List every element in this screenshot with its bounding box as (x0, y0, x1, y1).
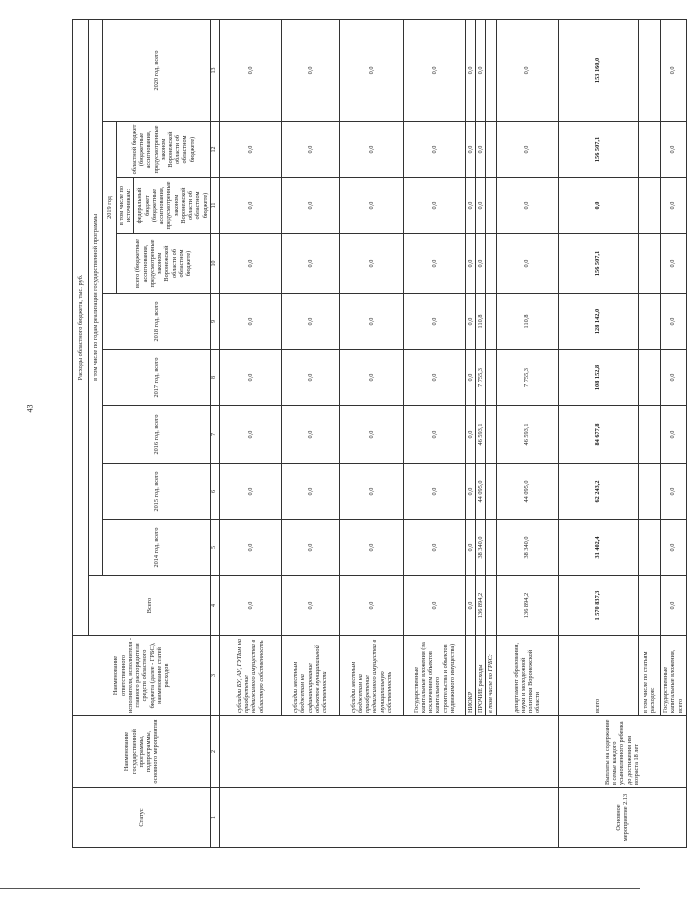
value-cell: 0,0 (281, 294, 339, 350)
value-cell: 0,0 (281, 350, 339, 406)
value-cell: 0,0 (339, 464, 403, 520)
value-cell: 0,0 (281, 122, 339, 178)
value-cell: 0,0 (339, 122, 403, 178)
row-label: Государственные капитальные вложения (за исключением объектов капитального строительства и объектов недвижимого имущества) (403, 636, 465, 716)
value-cell: 0,0 (339, 576, 403, 636)
row-label: НИОКР (465, 636, 475, 716)
row-label: в том числе по статьям расходов: (638, 636, 660, 716)
measure-status: Основное мероприятие 2.13 (558, 788, 686, 848)
value-cell: 46 593,1 (496, 406, 558, 464)
page-bottom-rule (0, 888, 640, 889)
value-cell: 0,0 (281, 234, 339, 294)
value-cell: 0,0 (339, 178, 403, 234)
value-cell: 62 243,2 (558, 464, 638, 520)
value-cell (486, 576, 496, 636)
header-2019: 2019 год (103, 122, 117, 294)
value-cell: 0,0 (219, 178, 281, 234)
value-cell: 0,0 (496, 178, 558, 234)
value-cell: 156 507,1 (558, 234, 638, 294)
column-number: 2 (210, 716, 219, 788)
header-2019-regional: областной бюджет (бюджетные ассигнования, предусмотренные законом Воронежской области об областном бюджете) (117, 122, 211, 178)
value-cell: 0,0 (281, 178, 339, 234)
value-cell: 0,0 (339, 234, 403, 294)
value-cell: 46 593,1 (476, 406, 486, 464)
value-cell (486, 464, 496, 520)
value-cell: 0,0 (403, 122, 465, 178)
value-cell: 38 340,0 (496, 520, 558, 576)
value-cell: 0,0 (496, 234, 558, 294)
value-cell: 110,8 (476, 294, 486, 350)
header-2018: 2018 год, всего (103, 294, 211, 350)
value-cell: 110,8 (496, 294, 558, 350)
value-cell (486, 234, 496, 294)
value-cell (486, 19, 496, 121)
value-cell: 7 755,3 (476, 350, 486, 406)
value-cell: 44 095,0 (496, 464, 558, 520)
value-cell: 0,0 (660, 464, 686, 520)
value-cell (486, 350, 496, 406)
value-cell: 0,0 (476, 178, 486, 234)
value-cell: 31 402,4 (558, 520, 638, 576)
value-cell: 0,0 (339, 350, 403, 406)
value-cell: 0,0 (465, 520, 475, 576)
value-cell: 0,0 (339, 294, 403, 350)
value-cell: 0,0 (465, 350, 475, 406)
column-number: 13 (210, 19, 219, 121)
column-number: 4 (210, 576, 219, 636)
header-2016: 2016 год, всего (103, 406, 211, 464)
header-by-sources: в том числе по источникам: (117, 178, 134, 233)
value-cell: 0,0 (403, 178, 465, 234)
value-cell: 153 160,0 (558, 19, 638, 121)
value-cell (638, 294, 660, 350)
program-cell (219, 716, 558, 788)
status-cell (219, 788, 558, 848)
row-label: Государственные капитальные вложения, всего (660, 636, 686, 716)
value-cell: 0,0 (403, 520, 465, 576)
value-cell: 1 570 837,3 (558, 576, 638, 636)
value-cell: 0,0 (660, 122, 686, 178)
value-cell: 0,0 (660, 520, 686, 576)
value-cell: 0,0 (281, 464, 339, 520)
value-cell: 0,0 (281, 406, 339, 464)
value-cell (486, 294, 496, 350)
value-cell: 0,0 (403, 576, 465, 636)
value-cell: 108 152,8 (558, 350, 638, 406)
value-cell: 0,0 (339, 19, 403, 121)
value-cell (638, 234, 660, 294)
value-cell: 38 340,0 (476, 520, 486, 576)
value-cell (638, 464, 660, 520)
value-cell: 136 894,2 (496, 576, 558, 636)
value-cell: 0,0 (219, 122, 281, 178)
table-row (219, 19, 281, 847)
header-2017: 2017 год, всего (103, 350, 211, 406)
value-cell: 0,0 (339, 520, 403, 576)
header-2019-total: всего (бюджетные ассигнования, предусмотренные законом Воронежской области об областном бюджете) (117, 234, 211, 294)
value-cell: 0,0 (660, 19, 686, 121)
value-cell: 0,0 (476, 19, 486, 121)
value-cell: 0,0 (219, 520, 281, 576)
value-cell: 0,0 (558, 178, 638, 234)
budget-table (72, 19, 687, 848)
column-number: 6 (210, 464, 219, 520)
value-cell: 84 677,8 (558, 406, 638, 464)
value-cell: 0,0 (496, 122, 558, 178)
header-program-name: Наименование государственной программы, подпрограммы, основного мероприятия (73, 716, 211, 788)
header-2014: 2014 год, всего (103, 520, 211, 576)
column-number: 3 (210, 636, 219, 716)
column-number: 11 (210, 178, 219, 234)
value-cell: 0,0 (403, 294, 465, 350)
column-number: 10 (210, 234, 219, 294)
value-cell: 0,0 (465, 406, 475, 464)
value-cell: 0,0 (476, 234, 486, 294)
value-cell: 136 894,2 (476, 576, 486, 636)
value-cell: 0,0 (281, 520, 339, 576)
value-cell: 0,0 (660, 350, 686, 406)
column-number: 12 (210, 122, 219, 178)
value-cell (638, 520, 660, 576)
value-cell (638, 122, 660, 178)
measure-name: Выплаты на содержание в семье каждого усыновленного ребенка до достижения им возраста 18 лет (558, 716, 686, 788)
row-label: всего (558, 636, 638, 716)
value-cell: 44 095,0 (476, 464, 486, 520)
value-cell: 0,0 (339, 406, 403, 464)
value-cell: 0,0 (219, 406, 281, 464)
value-cell: 0,0 (465, 234, 475, 294)
value-cell: 156 507,1 (558, 122, 638, 178)
row-label: ПРОЧИЕ расходы (476, 636, 486, 716)
header-expenses: Расходы областного бюджета, тыс. руб. (73, 19, 89, 635)
header-2020: 2020 год, всего (103, 19, 211, 121)
value-cell: 0,0 (465, 576, 475, 636)
value-cell: 0,0 (476, 122, 486, 178)
column-number: 8 (210, 350, 219, 406)
header-federal: федеральный бюджет (бюджетные ассигнования, предусмотренные законом Воронежской области об областном бюджете) (136, 181, 209, 230)
row-label: департамент образования, науки и молодежной политики Воронежской области (496, 636, 558, 716)
header-status: Статус (73, 788, 211, 848)
value-cell: 0,0 (403, 19, 465, 121)
row-label: субсидии БУ, АУ, ГУПам на приобретение недвижимого имущества в областную собственность (219, 636, 281, 716)
column-number: 7 (210, 406, 219, 464)
value-cell: 0,0 (219, 19, 281, 121)
value-cell: 0,0 (660, 178, 686, 234)
budget-table-container (72, 20, 684, 848)
value-cell (638, 576, 660, 636)
value-cell: 0,0 (219, 350, 281, 406)
table-row (558, 19, 638, 847)
column-number: 1 (210, 788, 219, 848)
value-cell: 0,0 (403, 234, 465, 294)
column-number: 9 (210, 294, 219, 350)
page-number: 43 (25, 404, 35, 413)
value-cell: 0,0 (465, 19, 475, 121)
value-cell: 0,0 (403, 406, 465, 464)
value-cell (638, 350, 660, 406)
value-cell: 0,0 (465, 294, 475, 350)
value-cell: 0,0 (219, 234, 281, 294)
value-cell: 0,0 (219, 294, 281, 350)
column-number-row (210, 19, 219, 847)
value-cell: 128 142,0 (558, 294, 638, 350)
value-cell: 0,0 (465, 464, 475, 520)
header-by-years: в том числе по годам реализации государственной программы (89, 19, 103, 575)
value-cell: 0,0 (660, 576, 686, 636)
value-cell: 0,0 (281, 19, 339, 121)
value-cell (486, 178, 496, 234)
value-cell: 0,0 (281, 576, 339, 636)
value-cell (638, 19, 660, 121)
value-cell: 0,0 (660, 294, 686, 350)
value-cell (486, 122, 496, 178)
value-cell (638, 406, 660, 464)
column-number: 5 (210, 520, 219, 576)
row-label: субсидии местным бюджетам на софинансирование объектов муниципальной собственности (281, 636, 339, 716)
value-cell: 0,0 (219, 576, 281, 636)
value-cell: 0,0 (660, 406, 686, 464)
value-cell: 0,0 (660, 234, 686, 294)
value-cell: 0,0 (219, 464, 281, 520)
header-total: Всего (89, 576, 211, 636)
value-cell (486, 406, 496, 464)
value-cell: 0,0 (465, 122, 475, 178)
table-body (73, 19, 687, 847)
value-cell: 0,0 (465, 178, 475, 234)
value-cell: 0,0 (496, 19, 558, 121)
row-label: в том числе по ГРБС: (486, 636, 496, 716)
header-2019-federal (117, 178, 211, 234)
value-cell: 7 755,3 (496, 350, 558, 406)
value-cell: 0,0 (403, 464, 465, 520)
value-cell: 0,0 (403, 350, 465, 406)
row-label: субсидии местным бюджетам на приобретение недвижимого имущества в муниципальную собственность (339, 636, 403, 716)
header-2015: 2015 год, всего (103, 464, 211, 520)
value-cell (486, 520, 496, 576)
header-executor: Наименование ответственного исполнителя, исполнителя - главного распорядителя средств областного бюджета (далее - ГРБС), наименование статей расходов (73, 636, 211, 716)
value-cell (638, 178, 660, 234)
